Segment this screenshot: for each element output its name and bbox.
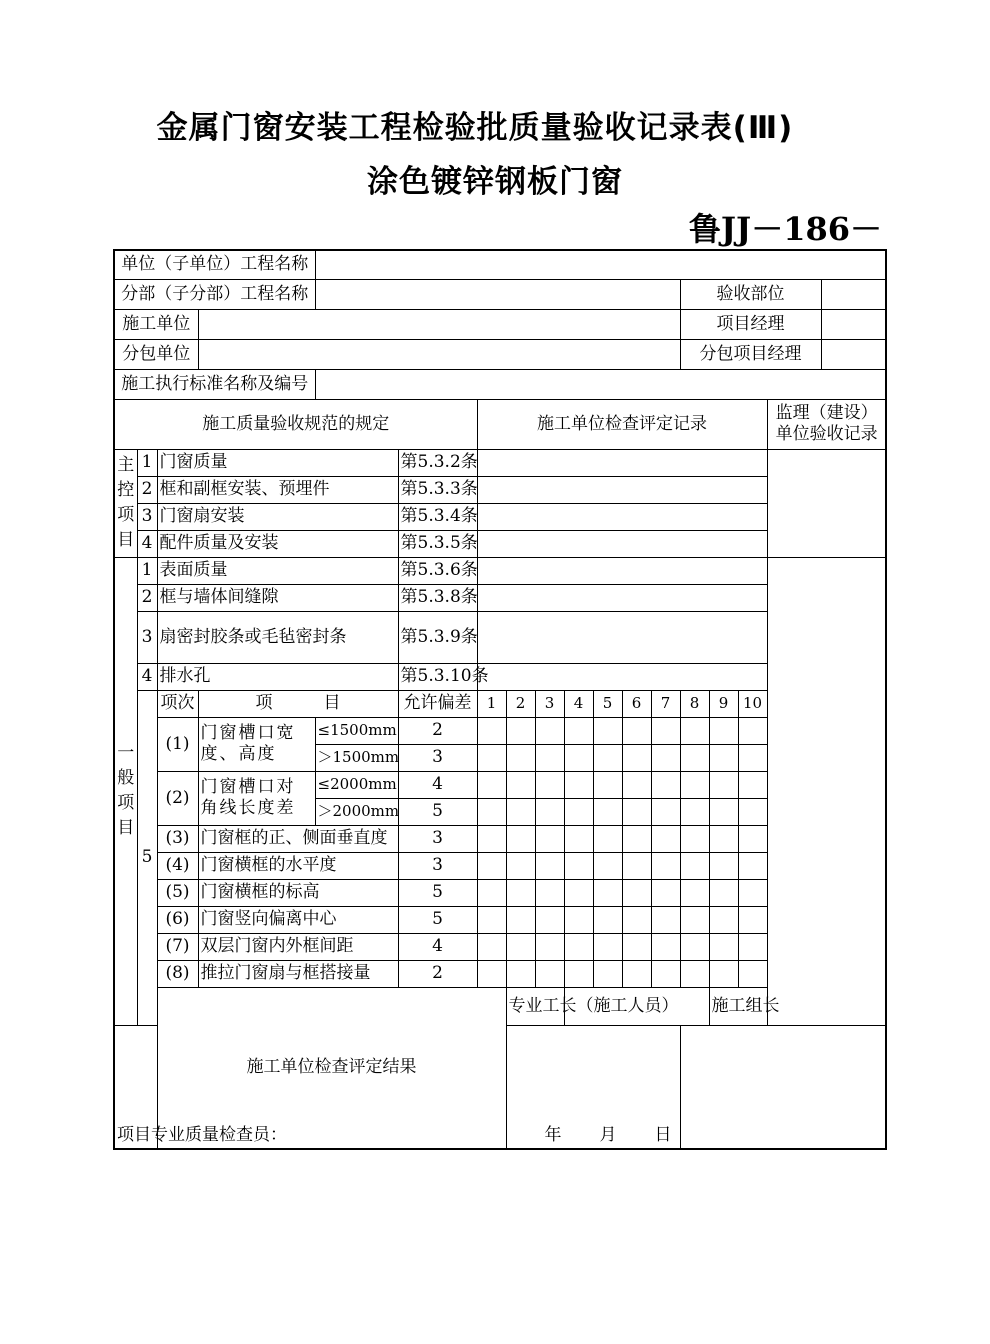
row-clause: 第5.3.4条: [398, 503, 477, 530]
result-label: 施工单位检查评定结果: [157, 987, 506, 1149]
dev-no: (6): [157, 906, 198, 933]
table-row: [114, 449, 886, 476]
general-items-label: 一般项目: [114, 557, 137, 1025]
dev-no: (7): [157, 933, 198, 960]
dev-name: 门窗框的正、侧面垂直度: [198, 825, 398, 852]
page-subtitle: 涂色镀锌钢板门窗: [367, 164, 623, 200]
main-items-label: 主控项目: [114, 449, 137, 557]
row-standard: [114, 369, 886, 399]
dev-name: 双层门窗内外框间距: [198, 933, 398, 960]
spec-header: 施工质量验收规范的规定: [114, 399, 477, 449]
point-header: 8: [680, 690, 709, 717]
sub-project-manager-text: 分包项目经理: [681, 340, 822, 369]
order-header: 项次: [157, 690, 198, 717]
point-header: 1: [477, 690, 506, 717]
dev-no: (3): [157, 825, 198, 852]
row-name: 排水孔: [157, 663, 398, 690]
row-record[interactable]: [477, 476, 767, 503]
dev-no: (2): [157, 771, 198, 825]
point-header: 7: [651, 690, 680, 717]
row-name: 门窗质量: [157, 449, 398, 476]
point-header: 9: [709, 690, 738, 717]
year-label: 年: [544, 1125, 562, 1145]
project-manager-value[interactable]: [822, 310, 886, 339]
footer-signature-row: [114, 987, 886, 1025]
acceptance-part-value[interactable]: [822, 280, 886, 309]
row-name: 框与墙体间缝隙: [157, 584, 398, 611]
row-name: 配件质量及安装: [157, 530, 398, 557]
row-no: 2: [137, 584, 157, 611]
dev-value: 5: [398, 879, 477, 906]
sub-project-value[interactable]: [315, 279, 680, 309]
supervisor-record-header: 监理（建设）单位验收记录: [767, 399, 886, 449]
item-header: 项 目: [198, 690, 398, 717]
row-clause: 第5.3.10条: [398, 663, 477, 690]
project-manager-label: [680, 309, 886, 339]
row-no: 3: [137, 503, 157, 530]
row-no: 3: [137, 611, 157, 663]
row-record[interactable]: [477, 584, 767, 611]
row-clause: 第5.3.2条: [398, 449, 477, 476]
row-unit-project: [114, 250, 886, 279]
project-manager-text: 项目经理: [681, 310, 822, 339]
row-no: 4: [137, 530, 157, 557]
day-label: 日: [654, 1125, 672, 1145]
point-header: 5: [593, 690, 622, 717]
row-record[interactable]: [477, 503, 767, 530]
general-items-supervisor[interactable]: [767, 557, 886, 1025]
row-clause: 第5.3.3条: [398, 476, 477, 503]
inspection-form-table: [113, 249, 887, 1150]
footer-result-row: [114, 1025, 886, 1149]
dev-value: 4: [398, 771, 477, 798]
dev-no: (1): [157, 717, 198, 771]
dev-cond: ＞2000mm: [315, 798, 398, 825]
row-construction-unit: [114, 309, 886, 339]
row-clause: 第5.3.5条: [398, 530, 477, 557]
sub-unit-value[interactable]: [198, 339, 680, 369]
dev-name: 推拉门窗扇与框搭接量: [198, 960, 398, 987]
foreman-label: [506, 987, 679, 1025]
row-name: 门窗扇安装: [157, 503, 398, 530]
unit-project-value[interactable]: [315, 250, 886, 279]
dev-value: 5: [398, 798, 477, 825]
team-leader-label: 施工组长: [709, 987, 816, 1025]
row-record[interactable]: [477, 557, 767, 584]
row-column-headers: [114, 399, 886, 449]
dev-cond: ＞1500mm: [315, 744, 398, 771]
dev-no: (8): [157, 960, 198, 987]
inspector-cell: [114, 1025, 680, 1149]
row-clause: 第5.3.9条: [398, 611, 477, 663]
allowed-header: 允许偏差: [398, 690, 477, 717]
dev-name: 门窗竖向偏离中心: [198, 906, 398, 933]
main-items-supervisor[interactable]: [767, 449, 886, 557]
unit-project-label: 单位（子单位）工程名称: [114, 250, 315, 279]
row-record[interactable]: [477, 449, 767, 476]
row-clause: 第5.3.6条: [398, 557, 477, 584]
row-record[interactable]: [477, 663, 767, 690]
dev-name: 门窗横框的水平度: [198, 852, 398, 879]
dev-value: 4: [398, 933, 477, 960]
dev-name: 门窗槽口对角线长度差: [198, 771, 315, 825]
row-no: 1: [137, 449, 157, 476]
page-title: 金属门窗安装工程检验批质量验收记录表(Ⅲ): [156, 110, 794, 146]
dev-cond: ≤1500mm: [315, 717, 398, 744]
dev-no: (5): [157, 879, 198, 906]
row-record[interactable]: [477, 611, 767, 663]
dev-value: 3: [398, 852, 477, 879]
sub-unit-label: 分包单位: [114, 339, 198, 369]
row-name: 扇密封胶条或毛毡密封条: [157, 611, 398, 663]
row-name: 表面质量: [157, 557, 398, 584]
form-code: 鲁JJ－186－: [688, 210, 882, 248]
month-label: 月: [599, 1125, 617, 1145]
acceptance-part-text: 验收部位: [681, 280, 822, 309]
dev-value: 3: [398, 825, 477, 852]
row-no: 2: [137, 476, 157, 503]
inspector-label: 项目专业质量检查员：: [117, 1125, 287, 1145]
point-header: 6: [622, 690, 651, 717]
sub-project-manager-label: [680, 339, 886, 369]
row-no: 4: [137, 663, 157, 690]
construction-unit-label: 施工单位: [114, 309, 198, 339]
dev-value: 3: [398, 744, 477, 771]
point-header: 3: [535, 690, 564, 717]
dev-value: 2: [398, 717, 477, 744]
sub-project-label: 分部（子分部）工程名称: [114, 279, 315, 309]
construction-unit-value[interactable]: [198, 309, 680, 339]
row-record[interactable]: [477, 530, 767, 557]
row-sub-project: [114, 279, 886, 309]
point-header: 10: [738, 690, 767, 717]
dev-name: 门窗槽口宽度、高度: [198, 717, 315, 771]
dev-no: (4): [157, 852, 198, 879]
row-name: 框和副框安装、预埋件: [157, 476, 398, 503]
dev-cond: ≤2000mm: [315, 771, 398, 798]
dev-value: 5: [398, 906, 477, 933]
item5-no: 5: [137, 690, 157, 1025]
point-header: 4: [564, 690, 593, 717]
sub-project-manager-value[interactable]: [822, 340, 886, 369]
row-clause: 第5.3.8条: [398, 584, 477, 611]
check-record-header: 施工单位检查评定记录: [477, 399, 767, 449]
standard-label: 施工执行标准名称及编号: [114, 369, 315, 399]
standard-value[interactable]: [315, 369, 886, 399]
dev-name: 门窗横框的标高: [198, 879, 398, 906]
acceptance-part-label: [680, 279, 886, 309]
foreman-text: 专业工长（施工人员）: [508, 995, 679, 1016]
point-header: 2: [506, 690, 535, 717]
dev-value: 2: [398, 960, 477, 987]
row-no: 1: [137, 557, 157, 584]
row-sub-unit: [114, 339, 886, 369]
table-row: [114, 557, 886, 584]
